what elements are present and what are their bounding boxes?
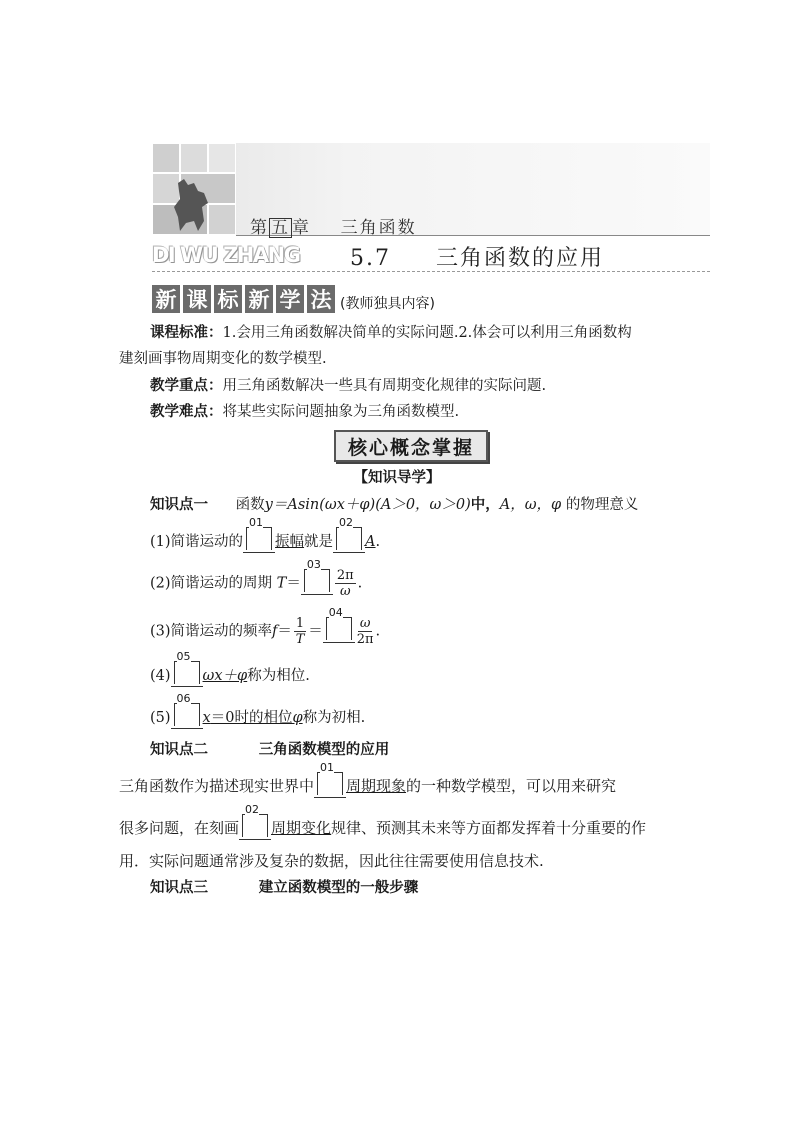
teaching-key-point xyxy=(150,373,546,399)
item5-text: 称为初相. xyxy=(302,710,366,726)
fraction-denominator: ω xyxy=(339,584,351,599)
knowledge-guide-title: 【知识导学】 xyxy=(353,470,441,486)
banner-char: 学 xyxy=(276,285,304,313)
kp1-item-1 xyxy=(150,516,381,555)
kp3-title: 建立函数模型的一般步骤 xyxy=(258,880,419,896)
kp1-text-d: 的物理意义 xyxy=(565,497,639,513)
key-label: 教学重点： xyxy=(150,378,223,394)
item1-answer1: 振幅 xyxy=(275,534,305,550)
kp1-text-b: 中， xyxy=(470,497,500,513)
kp2-answer1: 周期现象 xyxy=(346,777,407,795)
kp1-label: 知识点一 xyxy=(150,497,208,513)
kp1-heading xyxy=(150,492,638,518)
fraction-numerator: 1 xyxy=(295,616,305,631)
teacher-only-note: (教师独具内容) xyxy=(340,296,435,312)
fraction-denominator: T xyxy=(295,632,305,647)
answer-blank[interactable] xyxy=(246,516,272,550)
chapter-heading xyxy=(250,213,417,238)
standard-text-1: 1.会用三角函数解决简单的实际问题. xyxy=(222,325,459,341)
kp2-line1-a: 三角函数作为描述现实世界中 xyxy=(119,777,315,795)
fraction-numerator: ω xyxy=(359,616,371,631)
banner-char: 新 xyxy=(152,285,180,313)
kp1-params: A，ω，φ xyxy=(499,497,562,513)
item1-prefix: (1)简谐运动的 xyxy=(150,534,244,550)
banner-char: 课 xyxy=(183,285,211,313)
kp3-label: 知识点三 xyxy=(150,880,208,896)
answer-blank[interactable] xyxy=(336,516,362,550)
blank-number: 04 xyxy=(328,605,343,619)
banner-char: 法 xyxy=(307,285,335,313)
kp2-answer2: 周期变化 xyxy=(271,819,332,837)
kp2-line1 xyxy=(119,761,617,799)
item1-link: 就是 xyxy=(304,534,334,550)
kp1-formula: y＝Asin(ωx＋φ)(A＞0，ω＞0) xyxy=(264,497,471,513)
fraction-denominator: 2π xyxy=(356,632,374,647)
fraction xyxy=(357,616,374,647)
item1-end: . xyxy=(375,534,381,550)
section-title: 三角函数的应用 xyxy=(435,246,604,271)
section-number: 5.7 xyxy=(350,246,391,271)
item5-answer-b: ＝0时的相位 xyxy=(210,710,293,726)
chapter-title: 三角函数 xyxy=(340,218,417,238)
banner-char: 标 xyxy=(214,285,242,313)
answer-blank[interactable] xyxy=(174,692,200,726)
answer-blank[interactable] xyxy=(304,557,330,592)
fraction xyxy=(335,568,356,599)
core-concept-title: 核心概念掌握 xyxy=(334,430,488,462)
item3-eq2: ＝ xyxy=(308,623,323,640)
item5-answer-c: φ xyxy=(292,710,303,726)
item5-answer-a: x xyxy=(202,710,211,726)
kp1-text-a: 函数 xyxy=(235,497,265,513)
blank-number: 05 xyxy=(176,650,191,663)
item2-end: . xyxy=(357,575,363,592)
kp1-item-3 xyxy=(150,605,381,647)
chapter-banner xyxy=(152,143,710,273)
kp2-heading xyxy=(150,737,389,763)
answer-blank[interactable] xyxy=(242,803,268,837)
section-heading xyxy=(350,241,604,272)
kp1-item-5 xyxy=(150,692,366,731)
item2-eq: ＝ xyxy=(286,575,301,592)
kp1-item-2 xyxy=(150,557,363,599)
standard-text-2a: 2.体会可以利用三角函数构 xyxy=(458,325,632,341)
fraction-numerator: 2π xyxy=(336,568,354,583)
new-curriculum-banner xyxy=(152,285,435,313)
kp2-line2 xyxy=(119,803,647,841)
kp2-line2-b: 规律、预测其未来等方面都发挥着十分重要的作 xyxy=(331,819,647,837)
item3-eq: ＝ xyxy=(277,623,292,640)
kp2-label: 知识点二 xyxy=(150,742,208,758)
blank-number: 01 xyxy=(320,761,335,774)
blank-number: 01 xyxy=(249,516,264,529)
item1-answer2: A xyxy=(365,534,376,550)
blank-number: 02 xyxy=(245,803,260,816)
blank-number: 06 xyxy=(176,692,191,705)
item4-prefix: (4) xyxy=(150,668,171,684)
chapter-suffix: 章 xyxy=(292,218,311,238)
course-standard-line1 xyxy=(150,320,632,346)
item5-prefix: (5) xyxy=(150,710,171,726)
answer-blank[interactable] xyxy=(317,761,343,795)
standard-label: 课程标准： xyxy=(150,325,223,341)
kp1-item-4 xyxy=(150,650,310,689)
key-text: 用三角函数解决一些具有周期变化规律的实际问题. xyxy=(222,378,547,394)
kp2-title: 三角函数模型的应用 xyxy=(258,742,390,758)
answer-blank[interactable] xyxy=(174,650,200,684)
kp2-line3: 用．实际问题通常涉及复杂的数据，因此往往需要使用信息技术. xyxy=(119,852,544,870)
item3-var: f xyxy=(272,623,278,640)
item4-text: 称为相位. xyxy=(247,668,310,684)
item2-var: T xyxy=(276,575,287,592)
difficulty-label: 教学难点： xyxy=(150,404,223,420)
blank-number: 02 xyxy=(339,516,354,529)
kp2-line2-a: 很多问题，在刻画 xyxy=(119,819,240,837)
item3-end: . xyxy=(375,623,381,640)
item3-prefix: (3)简谐运动的频率 xyxy=(150,623,273,640)
kp2-line1-b: 的一种数学模型，可以用来研究 xyxy=(406,777,617,795)
chapter-pinyin: DI WU ZHANG xyxy=(152,243,300,267)
banner-char: 新 xyxy=(245,285,273,313)
fraction xyxy=(294,616,306,647)
horse-statue-icon xyxy=(168,177,214,233)
chapter-number: 五 xyxy=(271,218,290,238)
item4-answer: ωx＋φ xyxy=(202,668,248,684)
chapter-prefix: 第 xyxy=(250,218,269,238)
answer-blank[interactable] xyxy=(326,605,352,640)
item2-prefix: (2)简谐运动的周期 xyxy=(150,575,273,592)
teaching-difficulty xyxy=(150,399,459,425)
course-standard-line2: 建刻画事物周期变化的数学模型. xyxy=(119,351,327,367)
blank-number: 03 xyxy=(306,557,321,571)
kp3-heading xyxy=(150,875,418,901)
difficulty-text: 将某些实际问题抽象为三角函数模型. xyxy=(222,404,460,420)
